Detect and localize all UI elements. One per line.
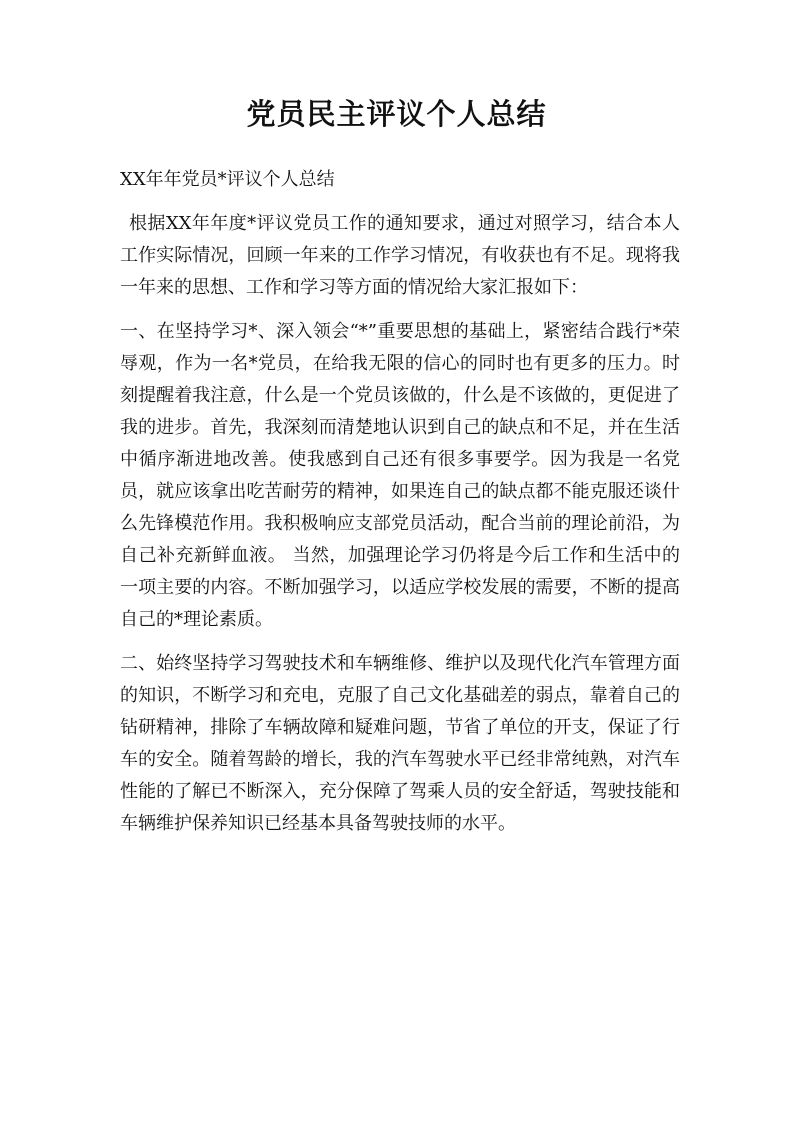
document-body [120, 164, 680, 852]
paragraph-section-one: 一、在坚持学习*、深入领会“*”重要思想的基础上，紧密结合践行*荣辱观，作为一名*党员，在给我无限的信心的同时也有更多的压力。时刻提醒着我注意，什么是一个党员该做的，什么是不该做的，更促进了我的进步。首先，我深刻而清楚地认识到自己的缺点和不足，并在生活中循序渐进地改善。使我感到自己还有很多事要学。因为我是一名党员，就应该拿出吃苦耐劳的精神，如果连自己的缺点都不能克服还谈什么先锋模范作用。我积极响应支部党员活动，配合当前的理论前沿，为自己补充新鲜血液。 当然，加强理论学习仍将是今后工作和生活中的一项主要的内容。不断加强学习，以适应学校发展的需要，不断的提高自己的*理论素质。 [120, 321, 680, 630]
document-title: 党员民主评议个人总结 [246, 97, 547, 131]
paragraph-section-two: 二、始终坚持学习驾驶技术和车辆维修、维护以及现代化汽车管理方面的知识，不断学习和充电，克服了自己文化基础差的弱点，靠着自己的钻研精神，排除了车辆故障和疑难问题，节省了单位的开支，保证了行车的安全。随着驾龄的增长，我的汽车驾驶水平已经非常纯熟，对汽车性能的了解已不断深入，充分保障了驾乘人员的安全舒适，驾驶技能和车辆维护保养知识已经基本具备驾驶技师的水平。 [120, 653, 680, 834]
document-subtitle: XX年年党员*评议个人总结 [120, 169, 335, 190]
paragraph-intro: 根据XX年年度*评议党员工作的通知要求，通过对照学习，结合本人工作实际情况，回顾一年来的工作学习情况，有收获也有不足。现将我一年来的思想、工作和学习等方面的情况给大家汇报如下： [120, 213, 680, 298]
